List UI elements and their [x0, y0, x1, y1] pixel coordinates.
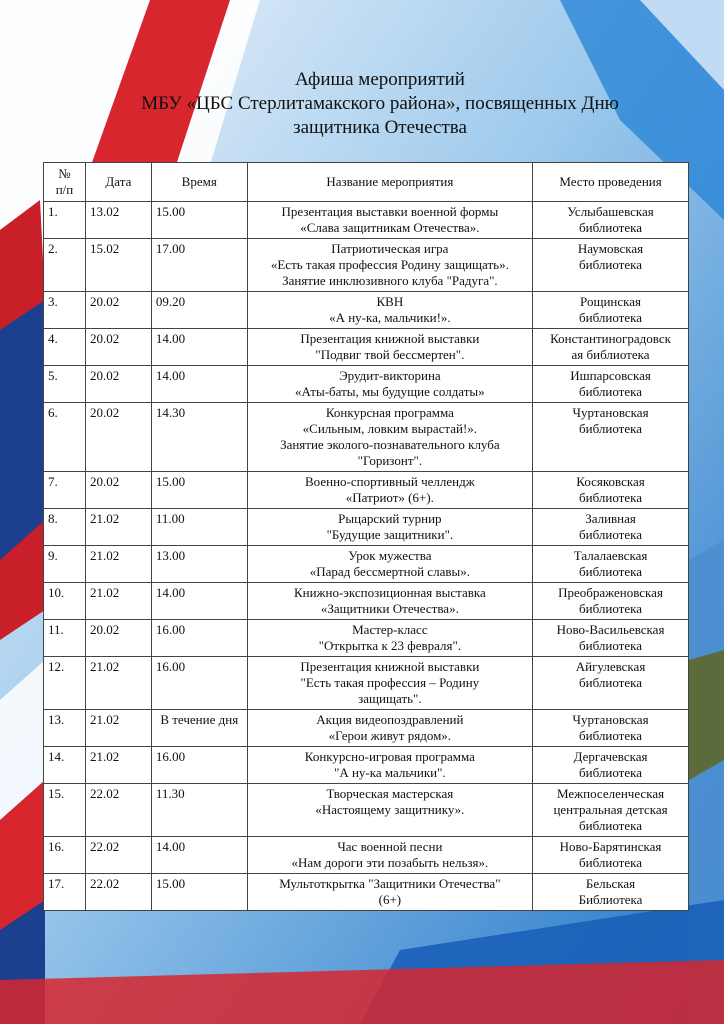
row-number: 17.	[44, 874, 86, 911]
venue-line: Ново-Васильевская	[556, 622, 665, 637]
row-number: 11.	[44, 620, 86, 657]
table-row	[44, 657, 689, 710]
event-name-line: «Защитники Отечества».	[320, 601, 459, 616]
row-event-name	[247, 657, 532, 710]
row-time: 15.00	[151, 874, 247, 911]
row-number: 2.	[44, 239, 86, 292]
header-date: Дата	[85, 163, 151, 202]
venue-line: библиотека	[579, 818, 643, 833]
event-name-line: Занятие эколого-познавательного клуба	[280, 437, 500, 452]
venue-line: Наумовская	[577, 241, 644, 256]
row-venue	[533, 657, 689, 710]
event-name-line: Военно-спортивный челлендж	[305, 474, 475, 489]
venue-line: библиотека	[579, 601, 643, 616]
row-time: 14.00	[151, 583, 247, 620]
row-venue	[533, 583, 689, 620]
row-time: 11.30	[151, 784, 247, 837]
row-venue	[533, 202, 689, 239]
table-row	[44, 239, 689, 292]
row-time: 14.30	[151, 403, 247, 472]
row-date: 22.02	[85, 784, 151, 837]
event-name-line: Патриотическая игра	[331, 241, 449, 256]
row-event-name	[247, 329, 532, 366]
table-row	[44, 874, 689, 911]
venue-line: Заливная	[585, 511, 636, 526]
row-number: 7.	[44, 472, 86, 509]
table-row	[44, 583, 689, 620]
table-row	[44, 202, 689, 239]
venue-line: Айгулевская	[575, 659, 646, 674]
row-date: 20.02	[85, 292, 151, 329]
event-name-line: «Герои живут рядом».	[328, 728, 452, 743]
event-name-line: "Подвиг твой бессмертен".	[315, 347, 465, 362]
row-time: 15.00	[151, 202, 247, 239]
row-date: 20.02	[85, 472, 151, 509]
row-event-name	[247, 292, 532, 329]
row-event-name	[247, 202, 532, 239]
row-venue	[533, 620, 689, 657]
row-time: 16.00	[151, 747, 247, 784]
row-date: 21.02	[85, 747, 151, 784]
event-name-line: «А ну-ка, мальчики!».	[329, 310, 451, 325]
row-venue	[533, 509, 689, 546]
venue-line: Чуртановская	[572, 712, 649, 727]
row-time: 13.00	[151, 546, 247, 583]
row-time: 14.00	[151, 329, 247, 366]
row-number: 8.	[44, 509, 86, 546]
row-number: 12.	[44, 657, 86, 710]
row-date: 21.02	[85, 710, 151, 747]
event-name-line: «Есть такая профессия Родину защищать».	[270, 257, 509, 272]
venue-line: центральная детская	[553, 802, 668, 817]
venue-line: Преображеновская	[558, 585, 663, 600]
events-table	[43, 162, 689, 911]
row-number: 1.	[44, 202, 86, 239]
venue-line: Межпоселенческая	[556, 786, 665, 801]
table-row	[44, 837, 689, 874]
row-time: 17.00	[151, 239, 247, 292]
header-name: Название мероприятия	[247, 163, 532, 202]
event-name-line: Занятие инклюзивного клуба "Радуга".	[282, 273, 498, 288]
venue-line: библиотека	[579, 384, 643, 399]
event-name-line: Мультоткрытка "Защитники Отечества"	[279, 876, 501, 891]
row-event-name	[247, 403, 532, 472]
table-row	[44, 403, 689, 472]
venue-line: ая библиотека	[571, 347, 650, 362]
venue-line: библиотека	[579, 220, 643, 235]
row-number: 14.	[44, 747, 86, 784]
row-event-name	[247, 874, 532, 911]
row-venue	[533, 292, 689, 329]
venue-line: библиотека	[579, 421, 643, 436]
row-venue	[533, 747, 689, 784]
venue-line: Бельская	[585, 876, 636, 891]
row-event-name	[247, 239, 532, 292]
venue-line: Библиотека	[578, 892, 643, 907]
event-name-line: Презентация выставки военной формы	[281, 204, 499, 219]
row-time: 15.00	[151, 472, 247, 509]
venue-line: библиотека	[579, 728, 643, 743]
row-number: 5.	[44, 366, 86, 403]
venue-line: Ново-Барятинская	[559, 839, 662, 854]
row-number: 6.	[44, 403, 86, 472]
row-number: 10.	[44, 583, 86, 620]
venue-line: библиотека	[579, 527, 643, 542]
row-time: 11.00	[151, 509, 247, 546]
event-name-line: защищать".	[358, 691, 422, 706]
event-name-line: Презентация книжной выставки	[300, 659, 480, 674]
venue-line: библиотека	[579, 310, 643, 325]
event-name-line: «Патриот» (6+).	[345, 490, 434, 505]
row-number: 15.	[44, 784, 86, 837]
row-event-name	[247, 837, 532, 874]
venue-line: библиотека	[579, 638, 643, 653]
header-place: Место проведения	[533, 163, 689, 202]
row-time: 14.00	[151, 366, 247, 403]
table-row	[44, 292, 689, 329]
row-venue	[533, 239, 689, 292]
row-date: 20.02	[85, 329, 151, 366]
row-event-name	[247, 747, 532, 784]
row-event-name	[247, 620, 532, 657]
event-name-line: Мастер-класс	[352, 622, 428, 637]
row-number: 9.	[44, 546, 86, 583]
venue-line: Косяковская	[576, 474, 645, 489]
event-name-line: (6+)	[378, 892, 402, 907]
row-event-name	[247, 472, 532, 509]
row-time: В течение дня	[151, 710, 247, 747]
venue-line: библиотека	[579, 765, 643, 780]
venue-line: Ишпарсовская	[570, 368, 651, 383]
event-name-line: Книжно-экспозиционная выставка	[293, 585, 486, 600]
row-venue	[533, 403, 689, 472]
page-title	[70, 68, 690, 140]
row-venue	[533, 784, 689, 837]
row-venue	[533, 710, 689, 747]
row-date: 21.02	[85, 583, 151, 620]
event-name-line: Эрудит-викторина	[339, 368, 441, 383]
row-number: 13.	[44, 710, 86, 747]
event-name-line: Акция видеопоздравлений	[316, 712, 464, 727]
venue-line: Дергачевская	[573, 749, 648, 764]
venue-line: Талалаевская	[573, 548, 648, 563]
row-time: 14.00	[151, 837, 247, 874]
row-time: 16.00	[151, 657, 247, 710]
event-name-line: Урок мужества	[348, 548, 432, 563]
table-row	[44, 620, 689, 657]
table-row	[44, 366, 689, 403]
header-num-line2: п/п	[55, 182, 74, 197]
row-venue	[533, 546, 689, 583]
row-date: 21.02	[85, 546, 151, 583]
event-name-line: "Есть такая профессия – Родину	[300, 675, 480, 690]
row-number: 16.	[44, 837, 86, 874]
event-name-line: «Настоящему защитнику».	[315, 802, 465, 817]
event-name-line: Конкурсная программа	[325, 405, 454, 420]
row-venue	[533, 837, 689, 874]
title-line-2: МБУ «ЦБС Стерлитамакского района», посвященных Дню	[141, 93, 619, 114]
row-date: 20.02	[85, 366, 151, 403]
table-row	[44, 747, 689, 784]
table-row	[44, 329, 689, 366]
venue-line: библиотека	[579, 855, 643, 870]
table-row	[44, 710, 689, 747]
event-name-line: "Горизонт".	[357, 453, 423, 468]
title-line-1: Афиша мероприятий	[295, 69, 465, 90]
event-name-line: Час военной песни	[337, 839, 443, 854]
event-name-line: КВН	[376, 294, 404, 309]
row-event-name	[247, 583, 532, 620]
event-name-line: "Будущие защитники".	[326, 527, 454, 542]
venue-line: библиотека	[579, 490, 643, 505]
row-event-name	[247, 546, 532, 583]
row-time: 16.00	[151, 620, 247, 657]
event-name-line: Творческая мастерская	[326, 786, 454, 801]
event-name-line: «Нам дороги эти позабыть нельзя».	[291, 855, 489, 870]
row-date: 22.02	[85, 837, 151, 874]
row-date: 13.02	[85, 202, 151, 239]
venue-line: Константиноградовск	[550, 331, 671, 346]
table-header-row	[44, 163, 689, 202]
venue-line: Чуртановская	[572, 405, 649, 420]
header-num-line1: №	[58, 166, 71, 181]
row-venue	[533, 472, 689, 509]
event-name-line: "А ну-ка мальчики".	[334, 765, 446, 780]
table-row	[44, 509, 689, 546]
table-row	[44, 784, 689, 837]
row-event-name	[247, 710, 532, 747]
venue-line: библиотека	[579, 675, 643, 690]
table-row	[44, 472, 689, 509]
header-num	[44, 163, 86, 202]
row-event-name	[247, 366, 532, 403]
event-name-line: Презентация книжной выставки	[300, 331, 480, 346]
event-name-line: Конкурсно-игровая программа	[304, 749, 475, 764]
row-time: 09.20	[151, 292, 247, 329]
table-row	[44, 546, 689, 583]
row-event-name	[247, 509, 532, 546]
row-venue	[533, 874, 689, 911]
row-date: 20.02	[85, 620, 151, 657]
title-line-3: защитника Отечества	[293, 117, 467, 138]
venue-line: библиотека	[579, 564, 643, 579]
row-date: 22.02	[85, 874, 151, 911]
header-time: Время	[151, 163, 247, 202]
row-number: 4.	[44, 329, 86, 366]
row-number: 3.	[44, 292, 86, 329]
event-name-line: «Аты-баты, мы будущие солдаты»	[295, 384, 485, 399]
row-event-name	[247, 784, 532, 837]
event-name-line: «Слава защитникам Отечества».	[300, 220, 480, 235]
venue-line: библиотека	[579, 257, 643, 272]
row-date: 20.02	[85, 403, 151, 472]
venue-line: Услыбашевская	[567, 204, 654, 219]
event-name-line: «Парад бессмертной славы».	[309, 564, 470, 579]
row-venue	[533, 329, 689, 366]
event-name-line: Рыцарский турнир	[338, 511, 442, 526]
row-date: 15.02	[85, 239, 151, 292]
event-name-line: «Сильным, ловким вырастай!».	[302, 421, 478, 436]
event-name-line: "Открытка к 23 февраля".	[318, 638, 462, 653]
venue-line: Рощинская	[580, 294, 642, 309]
row-venue	[533, 366, 689, 403]
row-date: 21.02	[85, 509, 151, 546]
row-date: 21.02	[85, 657, 151, 710]
